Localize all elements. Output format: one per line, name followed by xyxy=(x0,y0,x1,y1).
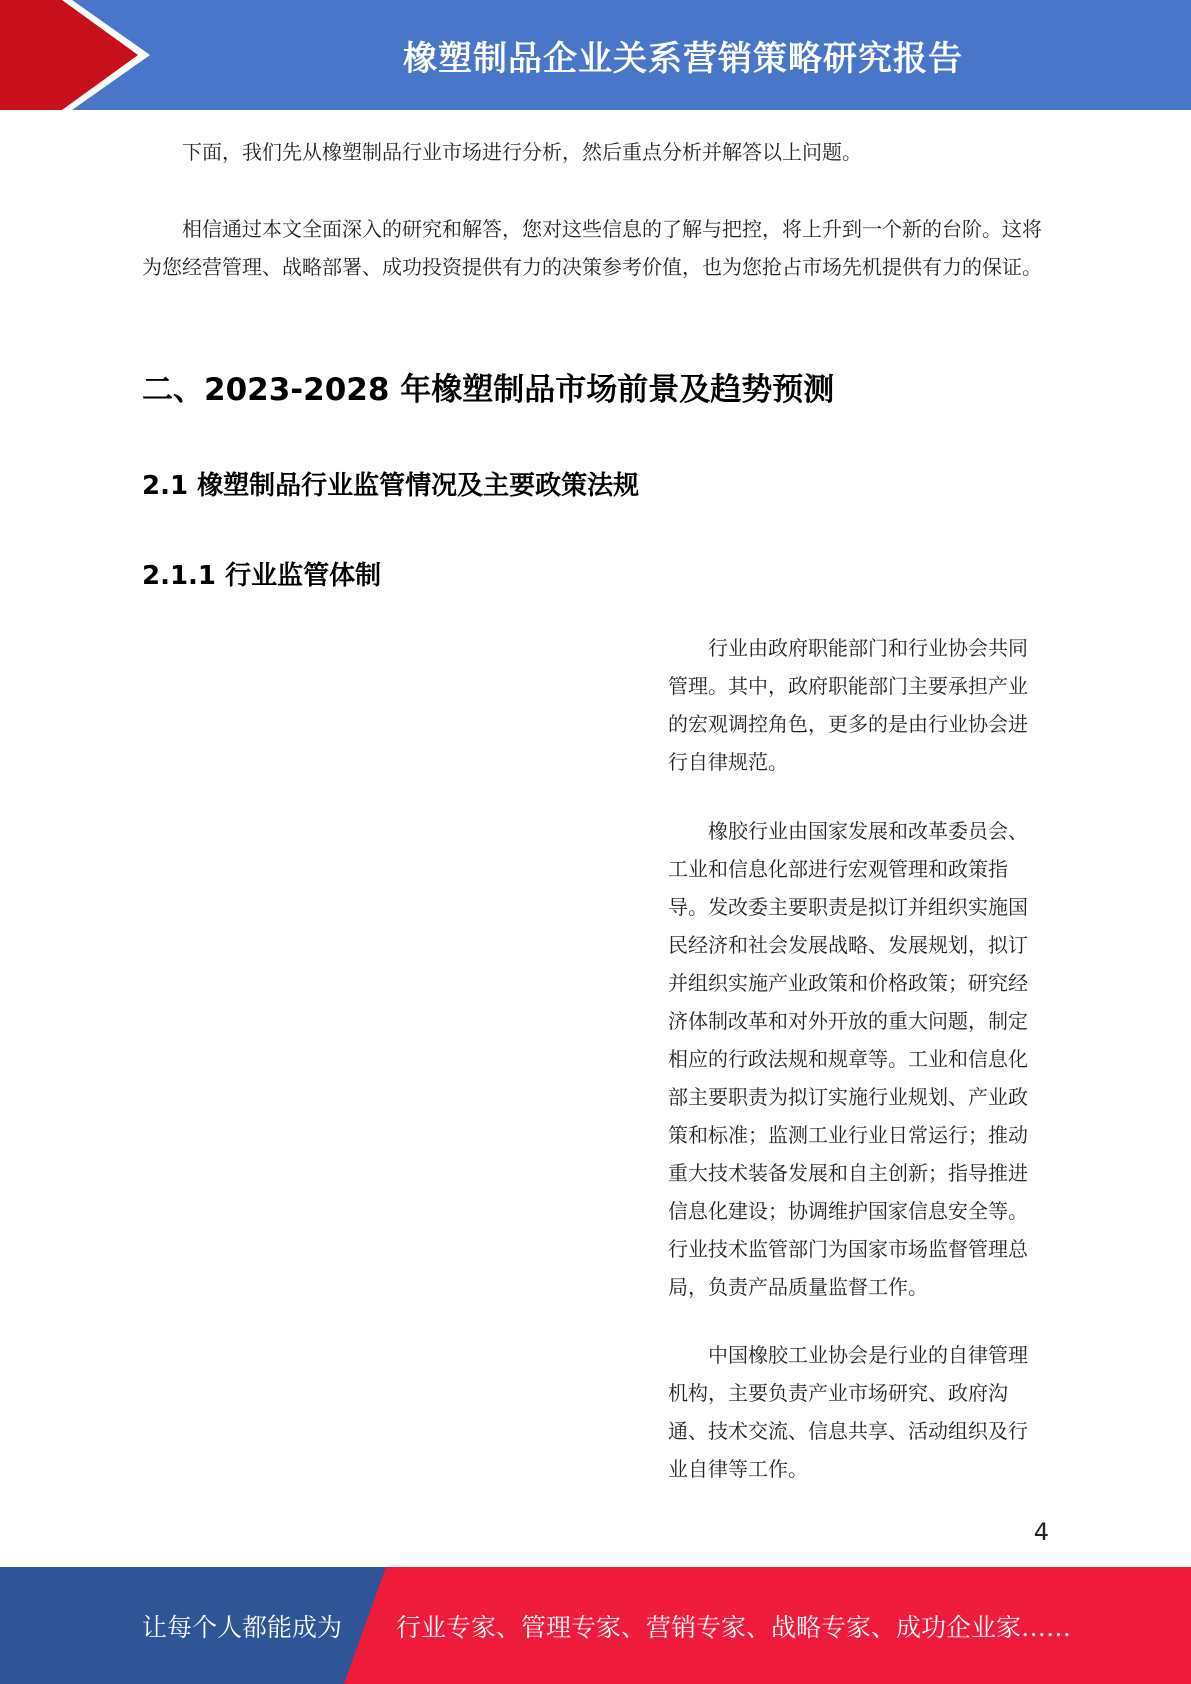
section-heading: 二、2023-2028 年橡塑制品市场前景及趋势预测 xyxy=(142,372,835,408)
column-paragraph-1: 行业由政府职能部门和行业协会共同管理。其中，政府职能部门主要承担产业的宏观调控角色，更多的是由行业协会进行自律规范。 xyxy=(668,636,1028,774)
page-header xyxy=(0,0,1191,110)
page-number: 4 xyxy=(1033,1518,1049,1546)
footer-slogan-left: 让每个人都能成为 xyxy=(142,1612,343,1642)
column-paragraph-3: 中国橡胶工业协会是行业的自律管理机构，主要负责产业市场研究、政府沟通、技术交流、信息共享、活动组织及行业自律等工作。 xyxy=(668,1343,1028,1481)
page-footer xyxy=(0,1567,1191,1684)
header-arrow-decoration xyxy=(0,0,160,110)
subsection-heading: 2.1 橡塑制品行业监管情况及主要政策法规 xyxy=(142,471,640,501)
footer-slogan-right: 行业专家、管理专家、营销专家、战略专家、成功企业家…… xyxy=(396,1612,1072,1642)
intro-paragraph-2: 相信通过本文全面深入的研究和解答，您对这些信息的了解与把控，将上升到一个新的台阶。这将为您经营管理、战略部署、成功投资提供有力的决策参考价值，也为您抢占市场先机提供有力的保证。 xyxy=(142,217,1042,279)
subsubsection-heading: 2.1.1 行业监管体制 xyxy=(142,561,382,591)
header-title: 橡塑制品企业关系营销策略研究报告 xyxy=(403,38,963,79)
column-paragraph-2: 橡胶行业由国家发展和改革委员会、工业和信息化部进行宏观管理和政策指导。发改委主要职责是拟订并组织实施国民经济和社会发展战略、发展规划，拟订并组织实施产业政策和价格政策；研究经济体制改革和对外开放的重大问题，制定相应的行政法规和规章等。工业和信息化部主要职责为拟订实施行业规划、产业政策和标准；监测工业行业日常运行；推动重大技术装备发展和自主创新；指导推进信息化建设；协调维护国家信息安全等。行业技术监管部门为国家市场监督管理总局，负责产品质量监督工作。 xyxy=(668,819,1028,1299)
intro-paragraph-1: 下面，我们先从橡塑制品行业市场进行分析，然后重点分析并解答以上问题。 xyxy=(182,140,862,164)
